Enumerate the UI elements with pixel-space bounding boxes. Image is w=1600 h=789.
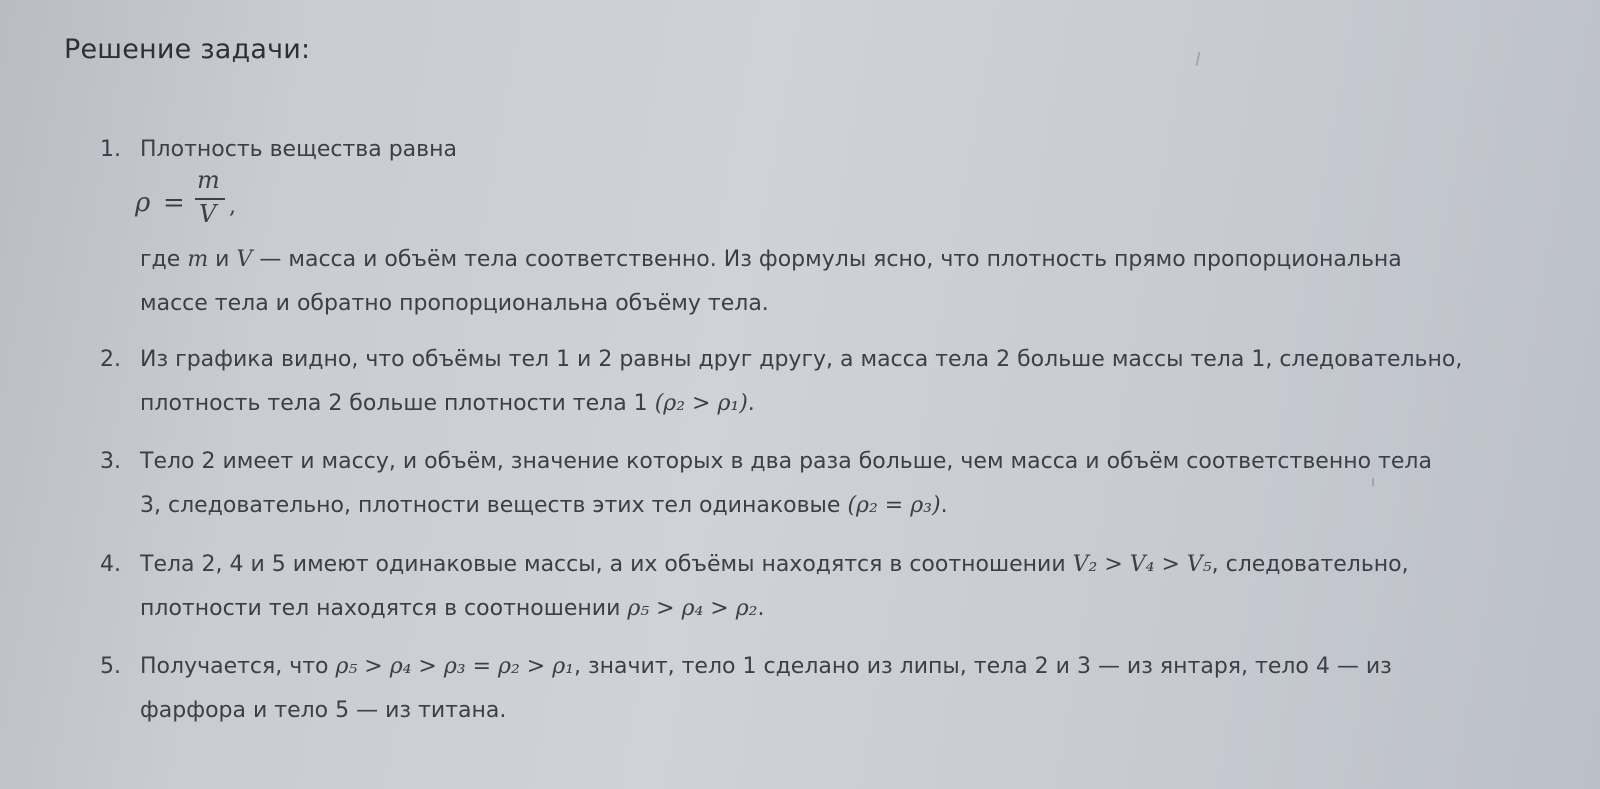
formula-comma: ,	[229, 194, 236, 219]
formula-denominator: V	[199, 200, 217, 228]
item-2-line-1: Из графика видно, что объёмы тел 1 и 2 равны друг другу, а масса тела 2 больше массы тела 1, следовательно,	[140, 347, 1463, 372]
item-number: 1.	[100, 137, 121, 162]
item-1-line-3: массе тела и обратно пропорциональна объёму тела.	[140, 291, 769, 316]
list-item-2	[100, 338, 1550, 426]
list-item-1	[100, 128, 1550, 172]
math-v: V	[236, 247, 253, 272]
item-4-density-expression: ρ₅ > ρ₄ > ρ₂	[627, 596, 758, 621]
item-1-intro: Плотность вещества равна	[140, 137, 457, 162]
math-m: m	[187, 247, 209, 272]
item-4-line-2: плотности тел находятся в соотношении	[140, 596, 621, 621]
item-3-line-2: 3, следовательно, плотности веществ этих тел одинаковые	[140, 493, 841, 518]
item-4-line-1: Тела 2, 4 и 5 имеют одинаковые массы, а их объёмы находятся в соотношении	[140, 552, 1066, 577]
item-2-line-2: плотность тела 2 больше плотности тела 1	[140, 391, 648, 416]
list-item-3	[100, 440, 1550, 528]
item-number: 3.	[100, 449, 121, 474]
item-3-expression: (ρ₂ = ρ₃)	[847, 493, 941, 518]
list-item-4	[100, 543, 1550, 631]
text-segment: , значит, тело 1 сделано из липы, тела 2 и 3 — из янтаря, тело 4 — из	[573, 654, 1392, 679]
item-2-expression: (ρ₂ > ρ₁)	[654, 391, 748, 416]
text-segment: , следовательно,	[1211, 552, 1409, 577]
item-1-continuation	[100, 238, 1550, 326]
formula-numerator: m	[197, 166, 220, 194]
item-4-volume-expression: V₂ > V₄ > V₅	[1072, 552, 1212, 577]
paper-mark	[1372, 478, 1374, 486]
item-number: 5.	[100, 654, 121, 679]
list-item-5	[100, 645, 1550, 733]
paper-mark	[1196, 52, 1201, 66]
item-5-expression: ρ₅ > ρ₄ > ρ₃ = ρ₂ > ρ₁	[335, 654, 574, 679]
text-segment: — масса и объём тела соответственно. Из формулы ясно, что плотность прямо пропорциональна	[252, 247, 1402, 272]
formula-lhs: ρ	[135, 188, 151, 218]
text-segment: и	[208, 247, 237, 272]
item-5-line-1: Получается, что	[140, 654, 329, 679]
item-number: 4.	[100, 552, 121, 577]
punctuation: .	[940, 493, 948, 518]
punctuation: .	[747, 391, 755, 416]
page-title: Решение задачи:	[64, 34, 311, 65]
item-3-line-1: Тело 2 имеет и массу, и объём, значение которых в два раза больше, чем масса и объём соответственно тела	[140, 449, 1432, 474]
punctuation: .	[757, 596, 765, 621]
text-segment: где	[140, 247, 188, 272]
item-5-line-2: фарфора и тело 5 — из титана.	[140, 698, 507, 723]
formula-equals: =	[163, 188, 185, 218]
item-1-line-2	[140, 238, 1550, 282]
item-number: 2.	[100, 347, 121, 372]
